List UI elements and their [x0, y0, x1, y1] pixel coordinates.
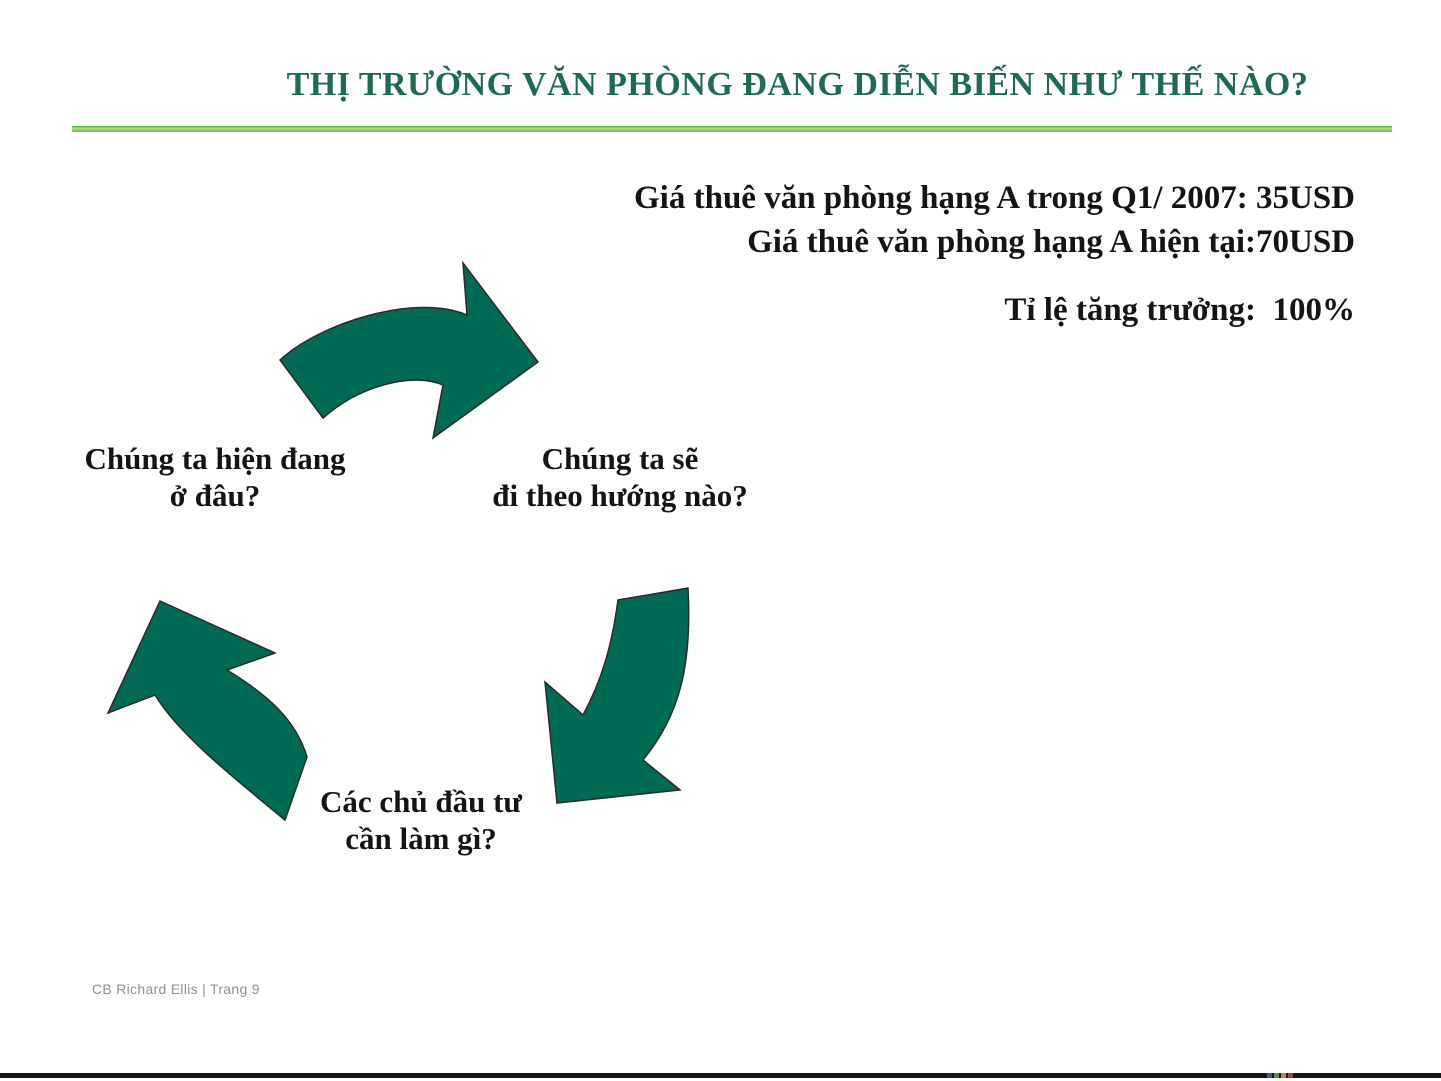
cycle-label-direction — [460, 440, 780, 514]
cycle-label-direction-line2: đi theo hướng nào? — [492, 478, 748, 513]
cycle-label-where-now-line2: ở đâu? — [169, 478, 261, 513]
cycle-label-investors-line2: cần làm gì? — [345, 821, 497, 856]
curved-arrow-down-icon — [540, 575, 705, 810]
rent-stat-q1-2007: Giá thuê văn phòng hạng A trong Q1/ 2007: 35USD — [634, 180, 1355, 216]
tiny-logo-dot — [1267, 1073, 1272, 1078]
rent-stat-current: Giá thuê văn phòng hạng A hiện tại:70USD — [747, 224, 1355, 260]
cycle-label-direction-line1: Chúng ta sẽ — [541, 441, 699, 476]
tiny-logo-dot — [1274, 1073, 1279, 1078]
rent-stats — [634, 176, 1355, 264]
curved-arrow-right-icon — [275, 255, 545, 445]
cycle-label-investors-line1: Các chủ đầu tư — [319, 784, 523, 819]
tiny-logo-dot — [1288, 1073, 1293, 1078]
cycle-label-investors — [261, 783, 581, 857]
bottom-border-line — [0, 1073, 1441, 1078]
growth-rate: Tỉ lệ tăng trưởng: 100% — [1004, 292, 1355, 328]
slide-title: THỊ TRƯỜNG VĂN PHÒNG ĐANG DIỄN BIẾN NHƯ THẾ NÀO? — [286, 66, 1309, 103]
title-underline — [72, 126, 1392, 132]
tiny-logo-dot — [1281, 1073, 1286, 1078]
cycle-label-where-now-line1: Chúng ta hiện đang — [84, 441, 346, 476]
cycle-label-where-now — [55, 440, 375, 514]
footer-page-info: CB Richard Ellis | Trang 9 — [92, 981, 260, 997]
